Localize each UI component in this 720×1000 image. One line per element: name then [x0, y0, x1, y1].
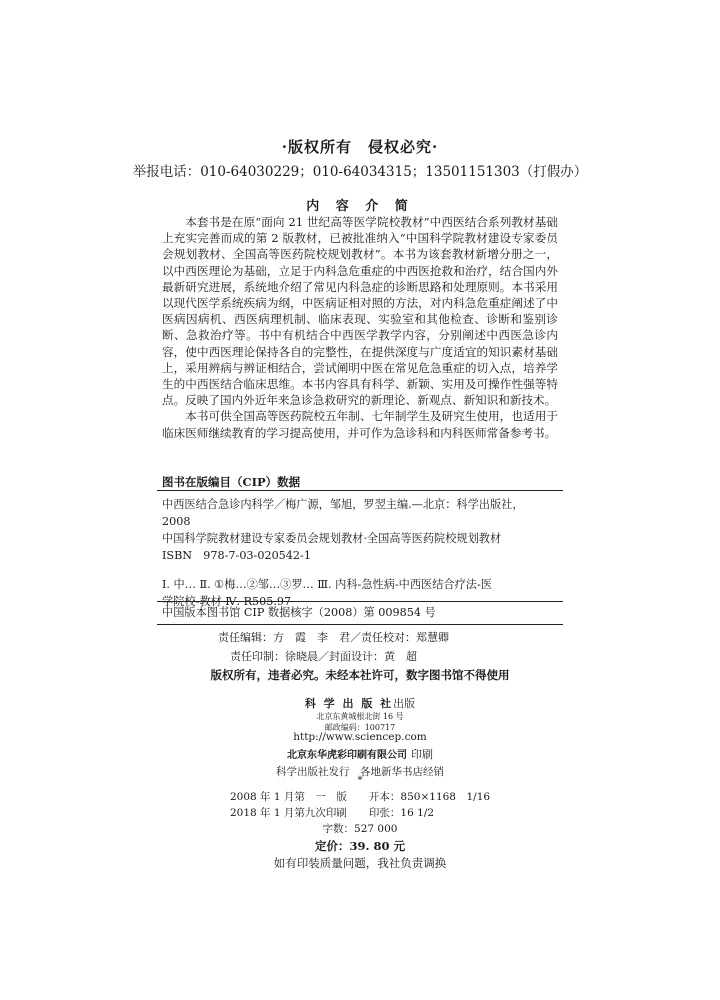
- cip-line: 中西医结合急诊内科学／梅广源，邹旭，罗翌主编.—北京：科学出版社，: [162, 498, 524, 511]
- sheets-info: 印张：16 1/2: [368, 807, 435, 819]
- cip-top-rule: [157, 490, 563, 491]
- word-count: 字数：527 000: [322, 823, 398, 835]
- copyright-title: ·版权所有 侵权必究·: [281, 138, 439, 156]
- cip-mid-rule: [157, 601, 563, 602]
- separator-mark: *: [357, 775, 363, 786]
- cip-line: ISBN 978-7-03-020542-1: [162, 549, 311, 562]
- printer-name: 北京东华虎彩印刷有限公司: [287, 750, 407, 761]
- printer-line: [0, 746, 720, 762]
- publisher-suffix: 出版: [393, 697, 416, 710]
- editors-line: 责任印制：徐晓晨／封面设计：黄 超: [230, 650, 417, 663]
- intro-heading: 内 容 介 简: [306, 199, 414, 214]
- printing-info: 2018 年 1 月第九次印刷: [230, 807, 347, 819]
- cip-line: 中国科学院教材建设专家委员会规划教材·全国高等医药院校规划教材: [162, 532, 502, 545]
- intro-paragraph-1: 本套书是在原“面向 21 世纪高等医学院校教材”中西医结合系列教材基础上充实完善而成的第 2 版教材，已被批准纳入“中国科学院教材建设专家委员会规划教材、全国高等医药院校规划教材”。本书为该套教材新增分册之一，以中西医理论为基础，立足于内科急危重症的中西医抢救和治疗，结合国内外最新研究进展，系统地介绍了常见内科急症的诊断思路和处理原则。本书采用以现代医学系统疾病为纲，中医病证相对照的方法，对内科急危重症阐述了中医病因病机、西医病理机制、临床表现、实验室和其他检查、诊断和鉴别诊断、急救治疗等。书中有机结合中西医学教学内容，分别阐述中西医急诊内容，使中西医理论保持各自的完整性，在提供深度与广度适宜的知识素材基础上，采用辨病与辨证相结合，尝试阐明中医在常见危急重症的切入点，培养学生的中西医结合临床思维。本书内容具有科学、新颖、实用及可操作性强等特点。反映了国内外近年来急诊急救研究的新理论、新观点、新知识和新技术。: [162, 215, 558, 408]
- publisher-line: [0, 695, 720, 711]
- cip-number: 中国版本图书馆 CIP 数据核字（2008）第 009854 号: [162, 606, 436, 619]
- cip-line: 2008: [162, 515, 191, 528]
- edition-info: 2008 年 1 月第 一 版: [230, 791, 347, 803]
- intro-text: [162, 214, 558, 441]
- editors-block: [218, 628, 449, 666]
- publisher-postcode: 邮政编码：100717: [324, 723, 396, 732]
- format-info: 开本：850×1168 1/16: [368, 791, 491, 803]
- cip-heading: 图书在版编目（CIP）数据: [162, 475, 301, 489]
- printer-suffix: 印刷: [411, 748, 433, 761]
- publisher-name: 科 学 出 版 社: [304, 697, 394, 710]
- cip-bottom-rule: [157, 624, 563, 625]
- editors-line: 责任编辑：方 霞 李 君／责任校对：郑慧卿: [218, 631, 449, 644]
- quality-note: 如有印装质量问题，我社负责调换: [273, 856, 447, 870]
- specs-block: [230, 789, 490, 821]
- rights-notice: 版权所有，违者必究。未经本社许可，数字图书馆不得使用: [210, 668, 510, 682]
- intro-paragraph-2: 本书可供全国高等医药院校五年制、七年制学生及研究生使用，也适用于临床医师继续教育的学习提高使用，并可作为急诊科和内科医师常备参考书。: [162, 409, 558, 440]
- report-hotline: 举报电话：010-64030229；010-64034315；13501151303（打假办）: [132, 164, 588, 180]
- cip-block: [162, 496, 558, 610]
- cip-line: 学院校-教材 Ⅳ. R505.97: [162, 595, 292, 608]
- price: 定价：39. 80 元: [314, 839, 406, 853]
- publisher-address: 北京东黄城根北街 16 号: [316, 712, 404, 721]
- publisher-url: http://www.sciencep.com: [293, 731, 427, 743]
- cip-line: Ⅰ. 中… Ⅱ. ①梅…②邹…③罗… Ⅲ. 内科-急性病-中西医结合疗法-医: [162, 578, 492, 591]
- distribution-line: 科学出版社发行 各地新华书店经销: [276, 766, 444, 778]
